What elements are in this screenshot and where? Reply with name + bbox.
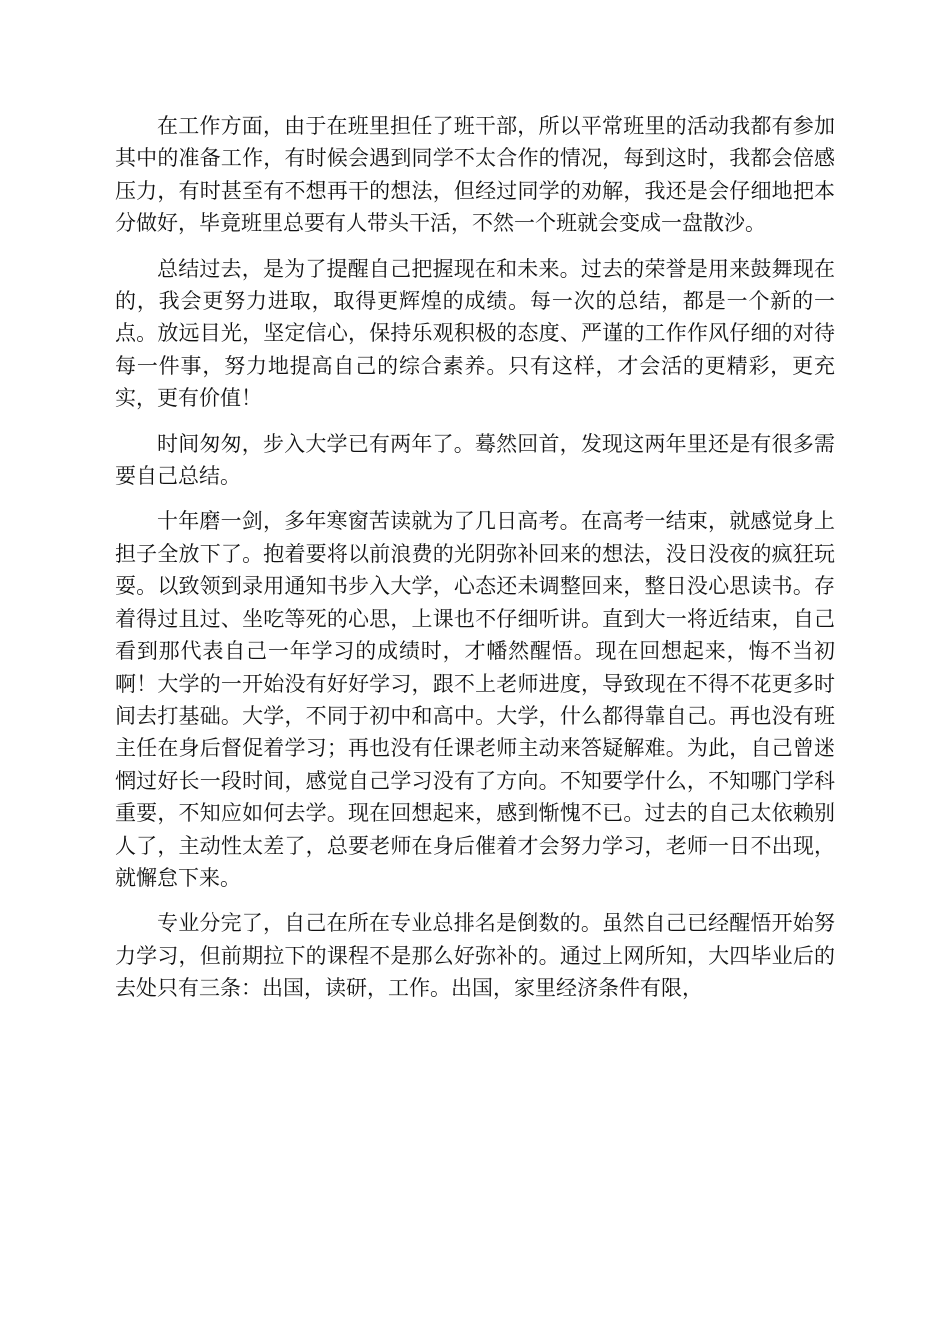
paragraph-major-ranking: 专业分完了，自己在所在专业总排名是倒数的。虽然自己已经醒悟开始努力学习，但前期拉下的课程不是那么好弥补的。通过上网所知，大四毕业后的去处只有三条：出国，读研，工作。出国，家里经济条件有限， (115, 911, 835, 1001)
paragraph-exam-reflection: 十年磨一剑，多年寒窗苦读就为了几日高考。在高考一结束，就感觉身上担子全放下了。抱着要将以前浪费的光阴弥补回来的想法，没日没夜的疯狂玩耍。以致领到录用通知书步入大学，心态还未调整回来，整日没心思读书。存着得过且过、坐吃等死的心思，上课也不仔细听讲。直到大一将近结束，自己看到那代表自己一年学习的成绩时，才幡然醒悟。现在回想起来，悔不当初啊！大学的一开始没有好好学习，跟不上老师进度，导致现在不得不花更多时间去打基础。大学，不同于初中和高中。大学，什么都得靠自己。再也没有班主任在身后督促着学习；再也没有任课老师主动来答疑解难。为此，自己曾迷惘过好长一段时间，感觉自己学习没有了方向。不知要学什么，不知哪门学科重要，不知应如何去学。现在回想起来，感到惭愧不已。过去的自己太依赖别人了，主动性太差了，总要老师在身后催着才会努力学习，老师一日不出现，就懈怠下来。 (115, 509, 835, 890)
paragraph-class-work: 在工作方面，由于在班里担任了班干部，所以平常班里的活动我都有参加其中的准备工作，有时候会遇到同学不太合作的情况，每到这时，我都会倍感压力，有时甚至有不想再干的想法，但经过同学的劝解，我还是会仔细地把本分做好，毕竟班里总要有人带头干活，不然一个班就会变成一盘散沙。 (115, 114, 835, 236)
document-body (115, 110, 835, 1018)
paragraph-two-years: 时间匆匆，步入大学已有两年了。蓦然回首，发现这两年里还是有很多需要自己总结。 (115, 431, 835, 489)
paragraph-summary-past: 总结过去，是为了提醒自己把握现在和未来。过去的荣誉是用来鼓舞现在的，我会更努力进取，取得更辉煌的成绩。每一次的总结，都是一个新的一点。放远目光，坚定信心，保持乐观积极的态度、严谨的工作作风仔细的对待每一件事，努力地提高自己的综合素养。只有这样，才会活的更精彩，更充实，更有价值！ (115, 256, 835, 411)
